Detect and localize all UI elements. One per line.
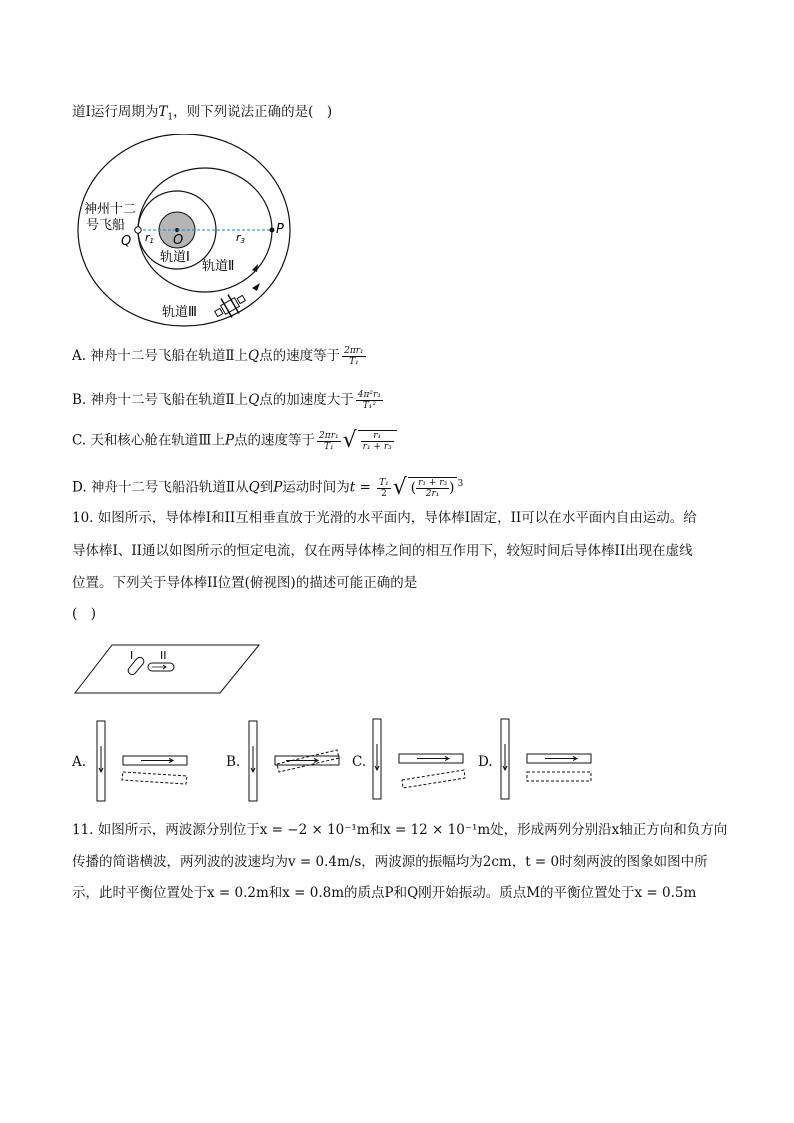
q10-option-d-figure [498,718,598,802]
orbit3-arrow-icon [252,283,260,291]
q11-line-3: 示，此时平衡位置处于x = 0.2m和x = 0.8m的质点P和Q刚开始振动。质点M的平衡位置处于x = 0.5m [72,885,697,901]
dashed-rod [402,770,465,788]
label-orbit-3: 轨道Ⅲ [162,305,197,320]
q10-option-c-figure [370,718,470,802]
plane-figure [74,644,264,696]
ship-label-2: 号飞船 [86,218,126,233]
q10-option-a-label: A. [72,754,87,770]
rod-1-label: I [130,649,134,662]
label-o: O [173,233,184,248]
q9-option-c: C. 天和核心舱在轨道Ⅲ上P点的速度等于 $\frac{\text{2πr₁}}{\text{T₁}}$ √ $\frac{\text{r₁}}{\text{r₁ + r₃}}$ [72,430,397,452]
dashed-rod [122,772,187,784]
ship-label-1: 神州十二 [84,202,137,217]
q10-option-a-figure [94,720,194,804]
label-r3: r3 [236,231,245,245]
q10-option-c-label: C. [352,754,367,770]
q10-option-d-label: D. [478,754,493,770]
q10-option-b-label: B. [226,754,241,770]
label-r1: r1 [145,231,154,245]
q10-line-4: ( ) [72,606,97,622]
label-p: P [276,222,284,237]
rod-2-label: II [160,649,167,662]
point-p [270,228,275,233]
q9-option-d: D. 神舟十二号飞船沿轨道Ⅱ从Q到P运动时间为t = $\frac{\text{T₁}}{2}$ √ ( $\frac{\text{r₁ + r₃}}{\text{2r₁}}$ ) $^3$ [72,475,464,500]
space-station-icon [211,288,250,323]
q9-option-b: B. 神舟十二号飞船在轨道Ⅱ上Q点的加速度大于 $\frac{\text{4π²r₁}}{\text{T₁²}}$ [72,390,381,411]
label-orbit-1: 轨道Ⅰ [160,250,190,265]
q10-option-b-figure [246,720,346,804]
q11-line-1: 11. 如图所示，两波源分别位于x = −2 × 10⁻¹m和x = 12 × 10⁻¹m处，形成两列分别沿x轴正方向和负方向 [72,822,728,838]
q9-option-a: A. 神舟十二号飞船在轨道Ⅱ上Q点的速度等于 $\frac{\text{2πr₁}}{\text{T₁}}$ [72,346,364,367]
orbit-diagram [76,134,296,334]
label-orbit-2: 轨道Ⅱ [202,259,235,274]
q11-line-2: 传播的简谐横波，两列波的波速均为v = 0.4m/s，两波源的振幅均为2cm，t = 0时刻两波的图象如图中所 [72,854,708,870]
q9-stem: 道Ⅰ运行周期为$T_1$，则下列说法正确的是( ) [72,104,333,123]
label-q: Q [121,234,132,249]
orbit2-arrow-icon [252,264,258,272]
q10-line-1: 10. 如图所示，导体棒I和II互相垂直放于光滑的水平面内，导体棒I固定，II可以在水平面内自由运动。给 [72,510,697,526]
point-q [135,227,141,233]
q10-line-3: 位置。下列关于导体棒II位置(俯视图)的描述可能正确的是 [72,575,418,591]
dashed-rod [527,772,591,781]
q10-line-2: 导体棒I、II通以如图所示的恒定电流，仅在两导体棒之间的相互作用下，较短时间后导体棒II出现在虚线 [72,543,693,559]
